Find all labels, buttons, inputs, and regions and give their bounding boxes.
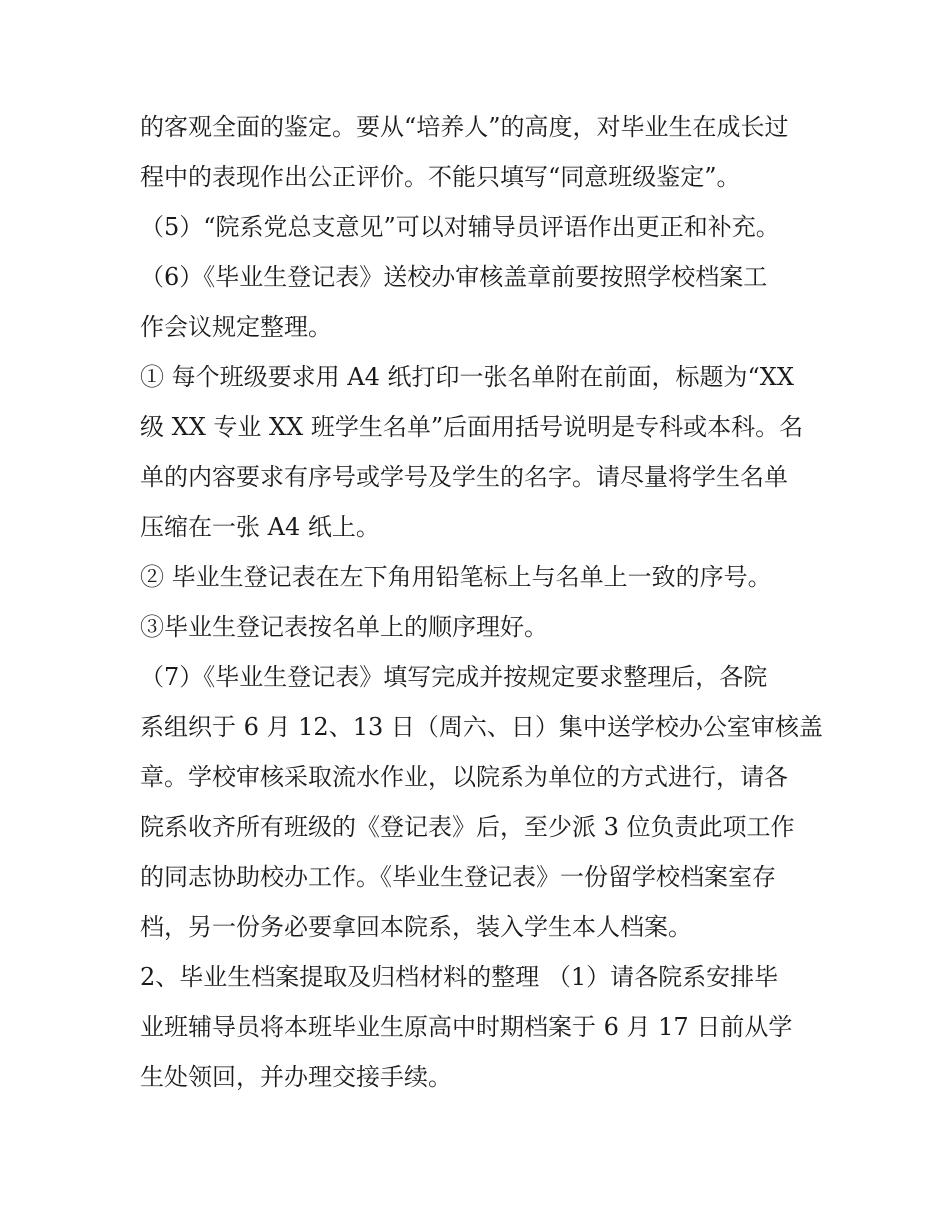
- text-line: 压缩在一张 A4 纸上。: [140, 513, 380, 541]
- text-line: 档，另一份务必要拿回本院系，装入学生本人档案。: [140, 913, 692, 941]
- text-line: 业班辅导员将本班毕业生原高中时期档案于 6 月 17 日前从学: [140, 1013, 793, 1041]
- text-line: （5）“院系党总支意见”可以对辅导员评语作出更正和补充。: [140, 213, 780, 241]
- document-body: [140, 102, 823, 1102]
- text-line: 的客观全面的鉴定。要从“培养人”的高度，对毕业生在成长过: [140, 113, 789, 141]
- text-line: 系组织于 6 月 12、13 日（周六、日）集中送学校办公室审核盖: [140, 713, 823, 741]
- text-line: （7）《毕业生登记表》填写完成并按规定要求整理后，各院: [140, 663, 768, 691]
- text-line: 的同志协助校办工作。《毕业生登记表》一份留学校档案室存: [140, 863, 776, 891]
- text-line: 单的内容要求有序号或学号及学生的名字。请尽量将学生名单: [140, 463, 788, 491]
- text-line: 程中的表现作出公正评价。不能只填写“同意班级鉴定”。: [140, 163, 741, 191]
- text-line: （6）《毕业生登记表》送校办审核盖章前要按照学校档案工: [140, 263, 768, 291]
- text-line: 作会议规定整理。: [140, 313, 332, 341]
- text-line: 级 XX 专业 XX 班学生名单”后面用括号说明是专科或本科。名: [140, 413, 804, 441]
- text-line: ① 每个班级要求用 A4 纸打印一张名单附在前面，标题为“XX: [140, 363, 794, 391]
- text-line: ③毕业生登记表按名单上的顺序理好。: [140, 613, 548, 641]
- text-line: 生处领回，并办理交接手续。: [140, 1063, 452, 1091]
- text-line: 章。学校审核采取流水作业，以院系为单位的方式进行，请各: [140, 763, 788, 791]
- text-line: ② 毕业生登记表在左下角用铅笔标上与名单上一致的序号。: [140, 563, 772, 591]
- text-line: 院系收齐所有班级的《登记表》后，至少派 3 位负责此项工作: [140, 813, 795, 841]
- text-line: 2、毕业生档案提取及归档材料的整理 （1）请各院系安排毕: [140, 963, 779, 991]
